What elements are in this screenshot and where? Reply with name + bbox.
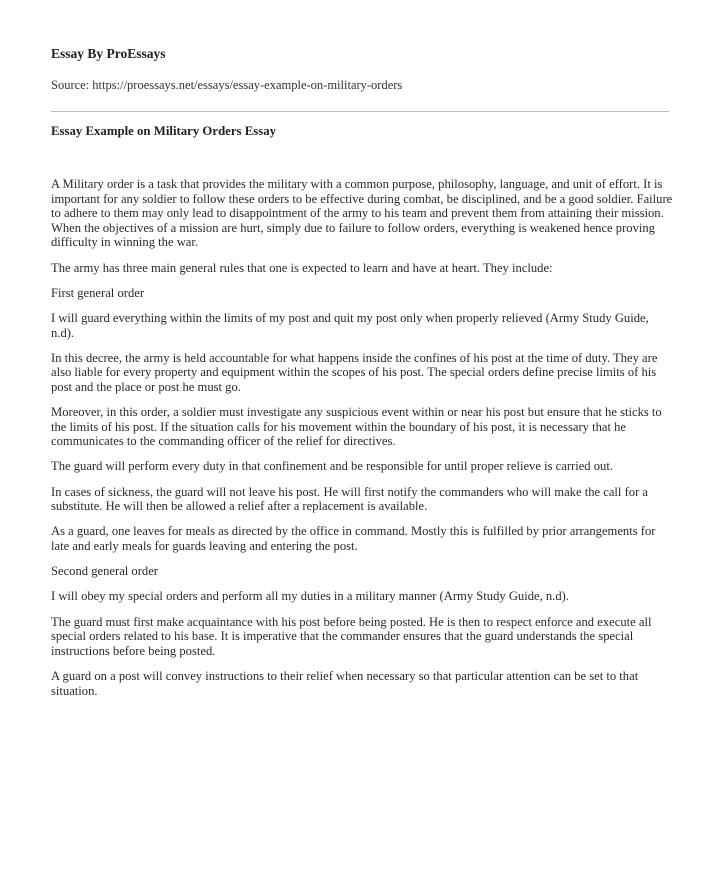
paragraph: Moreover, in this order, a soldier must investigate any suspicious event within or near his post but ensure that he sticks to the limits of his post. If the situation calls for his movement within the boundary of his post, it is necessary that he communicates to the commanding officer of the relief for directives. xyxy=(51,405,662,449)
paragraph: A Military order is a task that provides the military with a common purpose, philosophy, language, and unit of effort. It is important for any soldier to follow these orders to be effective during combat, be disciplined, and be a good soldier. Failure to adhere to them may only lead to disappointment of the army to his team and prevent them from attaining their mission. When the objectives of a mission are hurt, simply due to failure to follow orders, everything is weakened hence proving difficulty in winning the war. xyxy=(51,177,673,250)
paragraph: A guard on a post will convey instructions to their relief when necessary so that particular attention can be set to that situation. xyxy=(51,668,639,698)
paragraph: In this decree, the army is held accountable for what happens inside the confines of his post at the time of duty. They are also liable for every property and equipment within the scopes of his post. The special orders define precise limits of his post and the place or post he must go. xyxy=(51,350,658,394)
paragraph: I will obey my special orders and perform all my duties in a military manner (Army Study Guide, n.d). xyxy=(51,589,569,604)
source-line: Source: https://proessays.net/essays/essay-example-on-military-orders xyxy=(51,78,403,92)
essay-body xyxy=(51,177,673,709)
paragraph: As a guard, one leaves for meals as directed by the office in command. Mostly this is fulfilled by prior arrangements for late and early meals for guards leaving and entering the post. xyxy=(51,524,656,554)
paragraph: The guard will perform every duty in that confinement and be responsible for until proper relieve is carried out. xyxy=(51,459,613,474)
divider xyxy=(51,111,669,112)
paragraph: The guard must first make acquaintance with his post before being posted. He is then to respect enforce and execute all special orders related to his base. It is imperative that the commander ensures that the guard understands the special instructions before being posted. xyxy=(51,614,652,658)
paragraph: I will guard everything within the limits of my post and quit my post only when properly relieved (Army Study Guide, n.d). xyxy=(51,310,649,340)
brand-heading: Essay By ProEssays xyxy=(51,46,166,61)
paragraph: In cases of sickness, the guard will not leave his post. He will first notify the commanders who will make the call for a substitute. He will then be allowed a relief after a replacement is available. xyxy=(51,484,649,514)
essay-title: Essay Example on Military Orders Essay xyxy=(51,124,277,138)
paragraph: The army has three main general rules that one is expected to learn and have at heart. They include: xyxy=(51,260,553,275)
section-heading: Second general order xyxy=(51,564,158,579)
section-heading: First general order xyxy=(51,285,145,300)
